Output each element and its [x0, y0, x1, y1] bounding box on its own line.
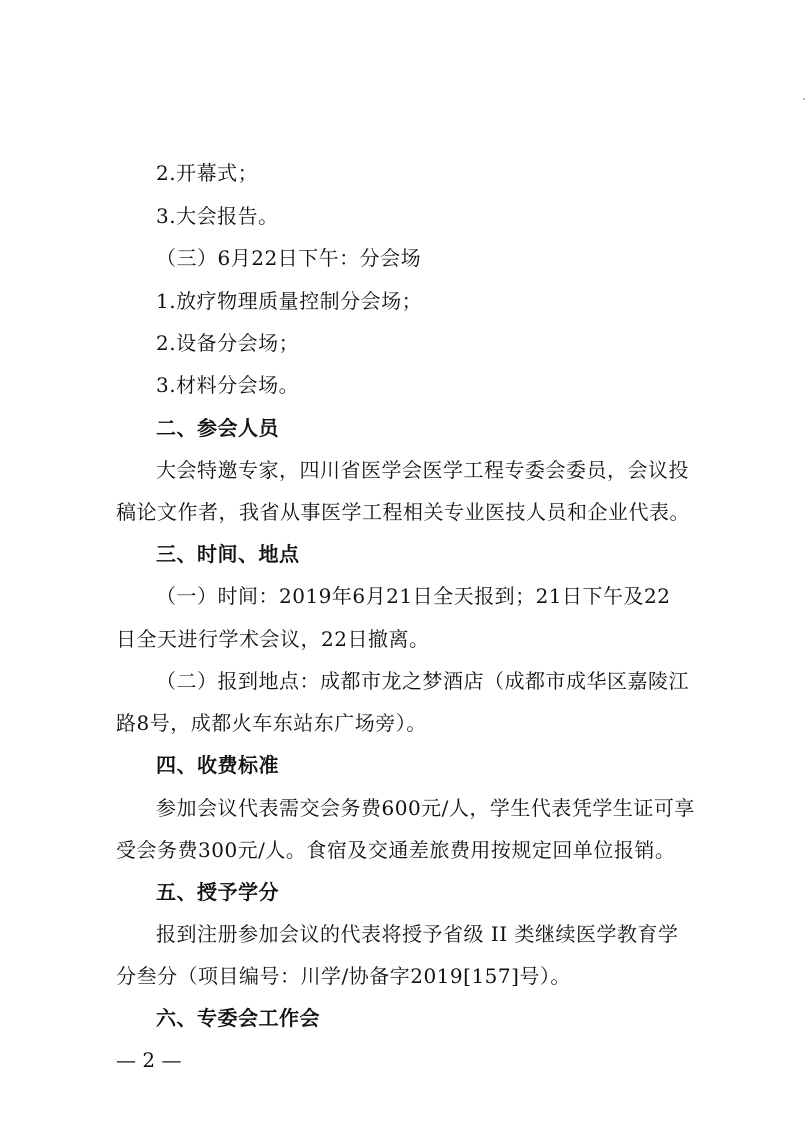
item-plenary-report: 3.大会报告。 [156, 204, 279, 228]
page-number: — 2 — [116, 1048, 182, 1072]
attendees-text-line1: 大会特邀专家，四川省医学会医学工程专委会委员，会议投 [156, 458, 689, 482]
attendees-text-line2: 稿论文作者，我省从事医学工程相关专业医技人员和企业代表。 [116, 500, 690, 524]
time-text-line2: 日全天进行学术会议，22日撤离。 [116, 627, 430, 651]
item-opening-ceremony: 2.开幕式； [156, 161, 259, 185]
credits-text-line1: 报到注册参加会议的代表将授予省级 II 类继续医学教育学 [156, 922, 679, 946]
heading-attendees: 二、参会人员 [156, 416, 279, 440]
item-equipment-session: 2.设备分会场； [156, 331, 300, 355]
heading-fees: 四、收费标准 [156, 753, 279, 777]
item-materials-session: 3.材料分会场。 [156, 373, 300, 397]
location-text-line1: （二）报到地点：成都市龙之梦酒店（成都市成华区嘉陵江 [156, 669, 689, 693]
credits-text-line2: 分叁分（项目编号：川学/协备字2019[157]号）。 [116, 964, 571, 988]
time-text-line1: （一）时间：2019年6月21日全天报到；21日下午及22 [156, 584, 671, 608]
location-text-line2: 路8号，成都火车东站东广场旁）。 [116, 711, 427, 735]
fees-text-line1: 参加会议代表需交会务费600元/人，学生代表凭学生证可享 [156, 796, 695, 820]
heading-credits: 五、授予学分 [156, 880, 279, 904]
scan-speck [803, 98, 805, 100]
fees-text-line2: 受会务费300元/人。食宿及交通差旅费用按规定回单位报销。 [116, 838, 676, 862]
heading-time-location: 三、时间、地点 [156, 542, 300, 566]
heading-committee-meeting: 六、专委会工作会 [156, 1006, 320, 1030]
item-radiotherapy-session: 1.放疗物理质量控制分会场； [156, 289, 423, 313]
section-june22-afternoon: （三）6月22日下午：分会场 [156, 246, 422, 270]
